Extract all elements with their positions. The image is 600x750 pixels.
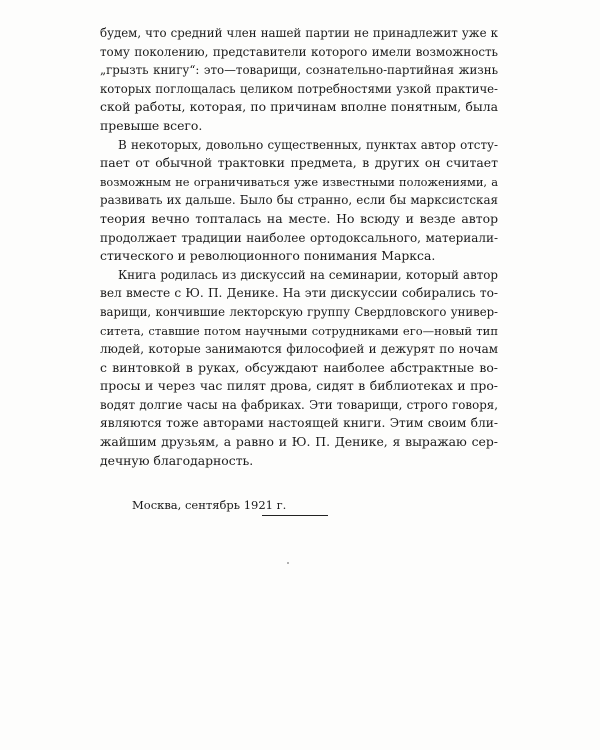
text-line: вел вместе с Ю. П. Денике. На эти дискуссии собирались то- — [100, 286, 498, 301]
paragraph-3 — [100, 266, 498, 471]
text-line: Книга родилась из дискуссий на семинарии, который автор — [118, 267, 498, 282]
text-line: людей, которые занимаются философией и дежурят по ночам — [100, 342, 498, 357]
text-line: В некоторых, довольно существенных, пунктах автор отсту- — [118, 137, 498, 152]
text-line: варищи, кончившие лекторскую группу Свердловского универ- — [100, 304, 498, 319]
text-line: развивать их дальше. Было бы странно, если бы марксистская — [100, 193, 498, 208]
text-line: возможным не ограничиваться уже известными положениями, а — [100, 174, 498, 189]
text-line: являются тоже авторами настоящей книги. Этим своим бли- — [100, 416, 498, 431]
paragraph-1 — [100, 24, 498, 136]
text-line: будем, что средний член нашей партии не принадлежит уже к — [100, 26, 498, 40]
text-line: просы и через час пилят дрова, сидят в библиотеках и про- — [100, 378, 498, 394]
text-line: продолжает традиции наиболее ортодоксального, материали- — [100, 230, 498, 245]
signature-place-date: Москва, сентябрь 1921 г. — [132, 498, 287, 512]
text-line: превыше всего. — [100, 117, 203, 133]
text-line: стического и революционного понимания Маркса. — [100, 248, 436, 264]
text-line: пает от обычной трактовки предмета, в других он считает — [100, 155, 498, 171]
text-line: дечную благодарность. — [100, 452, 254, 468]
body-text — [100, 24, 498, 470]
text-line: водят долгие часы на фабриках. Эти товарищи, строго говоря, — [100, 397, 498, 412]
paragraph-2 — [100, 136, 498, 266]
section-divider — [262, 515, 328, 516]
text-line: теория вечно топталась на месте. Но всюду и везде автор — [100, 210, 498, 226]
text-line: тому поколению, представители которого имели возможность — [100, 44, 498, 59]
text-line: которых поглощалась целиком потребностями узкой практиче- — [100, 81, 498, 96]
text-line: „грызть книгу“: это—товарищи, сознательно-партийная жизнь — [100, 63, 498, 78]
text-line: ской работы, которая, по причинам вполне понятным, была — [100, 99, 498, 115]
print-speck — [287, 562, 289, 564]
text-line: с винтовкой в руках, обсуждают наиболее абстрактные во- — [100, 359, 498, 375]
text-line: жайшим друзьям, а равно и Ю. П. Денике, я выражаю сер- — [100, 434, 498, 450]
text-line: ситета, ставшие потом научными сотрудниками его—новый тип — [100, 323, 498, 338]
